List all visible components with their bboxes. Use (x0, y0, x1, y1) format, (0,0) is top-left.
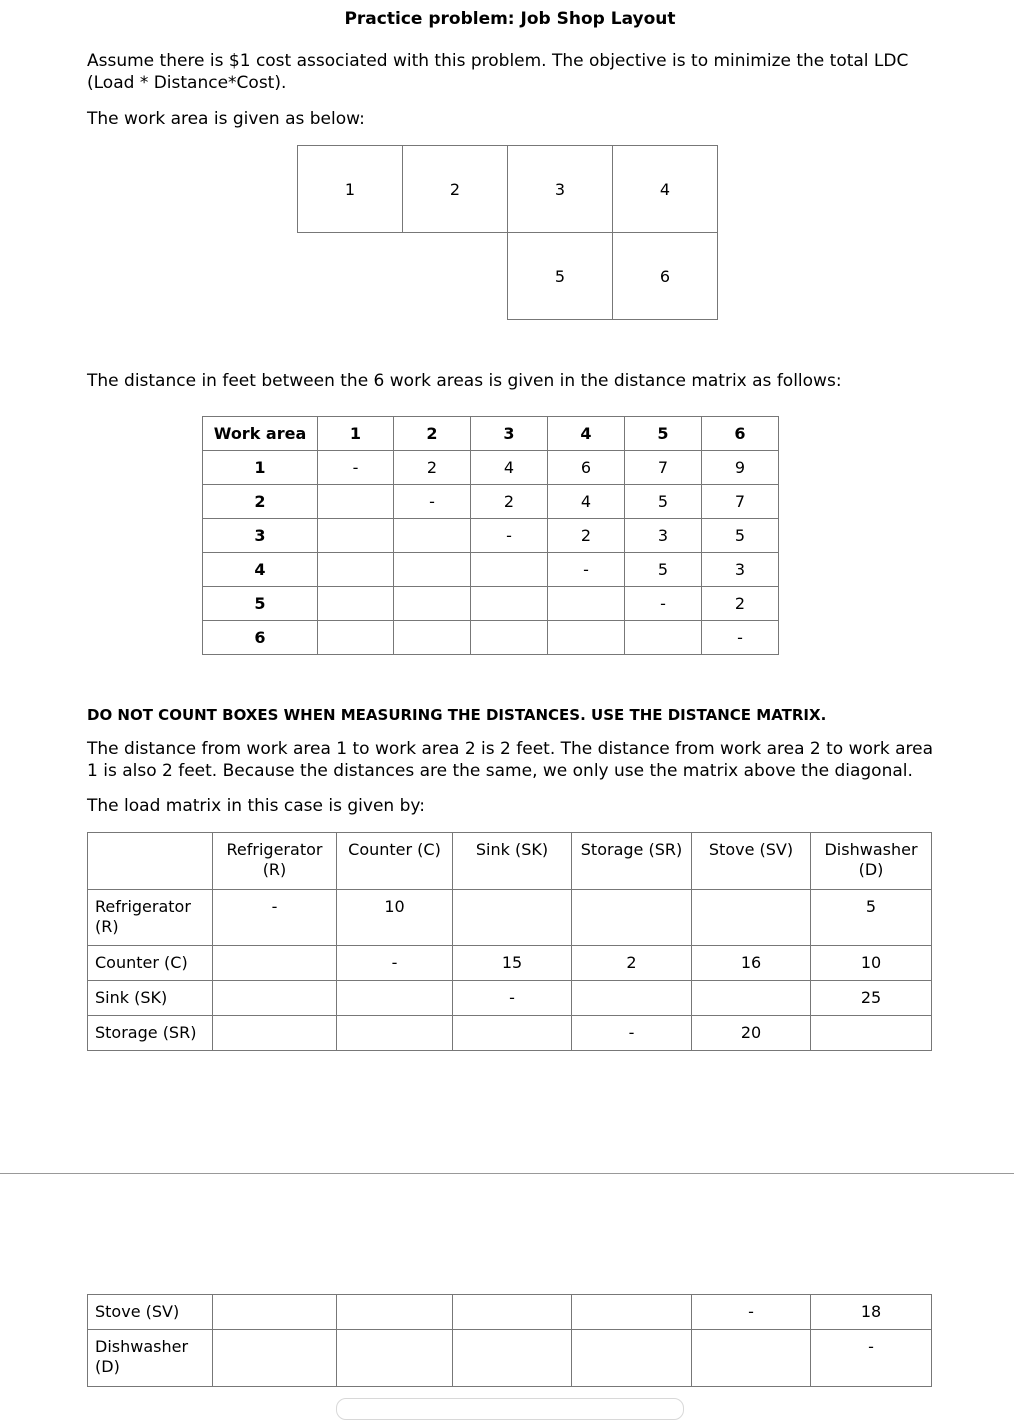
distance-cell: 3 (625, 519, 702, 553)
distance-cell (318, 485, 394, 519)
load-row (88, 1295, 932, 1330)
load-row (88, 1016, 932, 1051)
load-intro: The load matrix in this case is given by: (87, 796, 425, 816)
load-cell (213, 1295, 337, 1330)
load-corner (88, 833, 213, 890)
distance-cell: - (471, 519, 548, 553)
load-cell (453, 1016, 572, 1051)
distance-row-header: 2 (203, 485, 318, 519)
distance-cell (318, 553, 394, 587)
distance-row (203, 519, 779, 553)
distance-row (203, 553, 779, 587)
grid-cell: 1 (298, 146, 403, 233)
load-row-header: Storage (SR) (88, 1016, 213, 1051)
distance-row-header: 1 (203, 451, 318, 485)
load-cell: 25 (811, 981, 932, 1016)
load-cell: - (811, 1330, 932, 1387)
load-cell: - (213, 890, 337, 946)
distance-col-header: 3 (471, 417, 548, 451)
load-cell (213, 1016, 337, 1051)
work-area-grid (297, 145, 718, 320)
distance-corner: Work area (203, 417, 318, 451)
distance-cell: - (318, 451, 394, 485)
distance-row (203, 451, 779, 485)
distance-header-row (203, 417, 779, 451)
grid-cell: 3 (508, 146, 613, 233)
load-row-header: Stove (SV) (88, 1295, 213, 1330)
load-cell (692, 890, 811, 946)
load-row-header: Counter (C) (88, 946, 213, 981)
symmetry-note: The distance from work area 1 to work area 2 is 2 feet. The distance from work area 2 to work area 1 is also 2 feet. Because the distances are the same, we only use the matrix above the diagonal. (87, 739, 934, 781)
distance-cell: 5 (625, 485, 702, 519)
distance-row (203, 587, 779, 621)
intro-paragraph: Assume there is $1 cost associated with this problem. The objective is to minimize the total LDC (Load * Distance*Cost). (87, 51, 909, 93)
grid-empty (403, 233, 508, 320)
distance-cell: - (394, 485, 471, 519)
distance-cell: - (625, 587, 702, 621)
distance-cell (318, 519, 394, 553)
distance-cell (318, 587, 394, 621)
load-col-header: Storage (SR) (572, 833, 692, 890)
load-cell (572, 1330, 692, 1387)
load-cell (453, 1295, 572, 1330)
load-cell: - (572, 1016, 692, 1051)
work-area-label: The work area is given as below: (87, 109, 365, 129)
distance-cell: 5 (625, 553, 702, 587)
distance-cell: 5 (702, 519, 779, 553)
load-cell: - (453, 981, 572, 1016)
page-divider (0, 1173, 1014, 1174)
load-cell: - (337, 946, 453, 981)
distance-row-header: 4 (203, 553, 318, 587)
load-cell (692, 1330, 811, 1387)
distance-cell: 4 (548, 485, 625, 519)
distance-cell: 6 (548, 451, 625, 485)
distance-row-header: 3 (203, 519, 318, 553)
distance-cell (548, 587, 625, 621)
load-cell (213, 981, 337, 1016)
load-matrix-continued (87, 1294, 932, 1387)
load-cell: 2 (572, 946, 692, 981)
load-cell (337, 1295, 453, 1330)
load-cell (213, 946, 337, 981)
load-cell (453, 890, 572, 946)
distance-row-header: 6 (203, 621, 318, 655)
load-cell (337, 1016, 453, 1051)
load-header-row (88, 833, 932, 890)
load-row (88, 981, 932, 1016)
load-cell: - (692, 1295, 811, 1330)
distance-cell (471, 587, 548, 621)
distance-row-header: 5 (203, 587, 318, 621)
grid-cell: 6 (613, 233, 718, 320)
page-title: Practice problem: Job Shop Layout (344, 9, 676, 29)
distance-col-header: 1 (318, 417, 394, 451)
load-cell: 18 (811, 1295, 932, 1330)
distance-cell: 2 (471, 485, 548, 519)
distance-intro: The distance in feet between the 6 work areas is given in the distance matrix as follows: (87, 371, 842, 391)
grid-cell: 5 (508, 233, 613, 320)
distance-cell: 7 (702, 485, 779, 519)
grid-cell: 4 (613, 146, 718, 233)
load-row-header: Refrigerator (R) (88, 890, 213, 946)
load-row (88, 946, 932, 981)
distance-warning: DO NOT COUNT BOXES WHEN MEASURING THE DISTANCES. USE THE DISTANCE MATRIX. (87, 706, 827, 724)
distance-col-header: 6 (702, 417, 779, 451)
load-cell: 10 (337, 890, 453, 946)
distance-cell: 4 (471, 451, 548, 485)
distance-col-header: 5 (625, 417, 702, 451)
load-cell: 5 (811, 890, 932, 946)
load-row-header: Dishwasher (D) (88, 1330, 213, 1387)
distance-row (203, 621, 779, 655)
load-row (88, 890, 932, 946)
load-cell (572, 890, 692, 946)
load-cell (337, 981, 453, 1016)
distance-cell (625, 621, 702, 655)
load-cell: 15 (453, 946, 572, 981)
distance-cell (318, 621, 394, 655)
distance-matrix (202, 416, 779, 655)
load-cell (572, 1295, 692, 1330)
load-cell: 10 (811, 946, 932, 981)
load-col-header: Sink (SK) (453, 833, 572, 890)
load-matrix (87, 832, 932, 1051)
scroll-indicator (336, 1398, 684, 1420)
load-row (88, 1330, 932, 1387)
distance-cell: 9 (702, 451, 779, 485)
load-cell (213, 1330, 337, 1387)
distance-col-header: 4 (548, 417, 625, 451)
load-cell (572, 981, 692, 1016)
distance-cell (394, 621, 471, 655)
distance-cell: 7 (625, 451, 702, 485)
load-col-header: Stove (SV) (692, 833, 811, 890)
distance-cell: 2 (548, 519, 625, 553)
distance-cell: 2 (394, 451, 471, 485)
distance-cell (394, 519, 471, 553)
load-cell (337, 1330, 453, 1387)
distance-col-header: 2 (394, 417, 471, 451)
distance-row (203, 485, 779, 519)
distance-cell: 2 (702, 587, 779, 621)
load-cell: 20 (692, 1016, 811, 1051)
load-cell: 16 (692, 946, 811, 981)
distance-cell (394, 587, 471, 621)
load-col-header: Dishwasher (D) (811, 833, 932, 890)
distance-cell: - (702, 621, 779, 655)
load-cell (453, 1330, 572, 1387)
load-col-header: Counter (C) (337, 833, 453, 890)
distance-cell (548, 621, 625, 655)
grid-empty (298, 233, 403, 320)
distance-cell (471, 553, 548, 587)
distance-cell: 3 (702, 553, 779, 587)
distance-cell (471, 621, 548, 655)
grid-cell: 2 (403, 146, 508, 233)
distance-cell (394, 553, 471, 587)
load-col-header: Refrigerator (R) (213, 833, 337, 890)
load-cell (692, 981, 811, 1016)
load-cell (811, 1016, 932, 1051)
distance-cell: - (548, 553, 625, 587)
load-row-header: Sink (SK) (88, 981, 213, 1016)
